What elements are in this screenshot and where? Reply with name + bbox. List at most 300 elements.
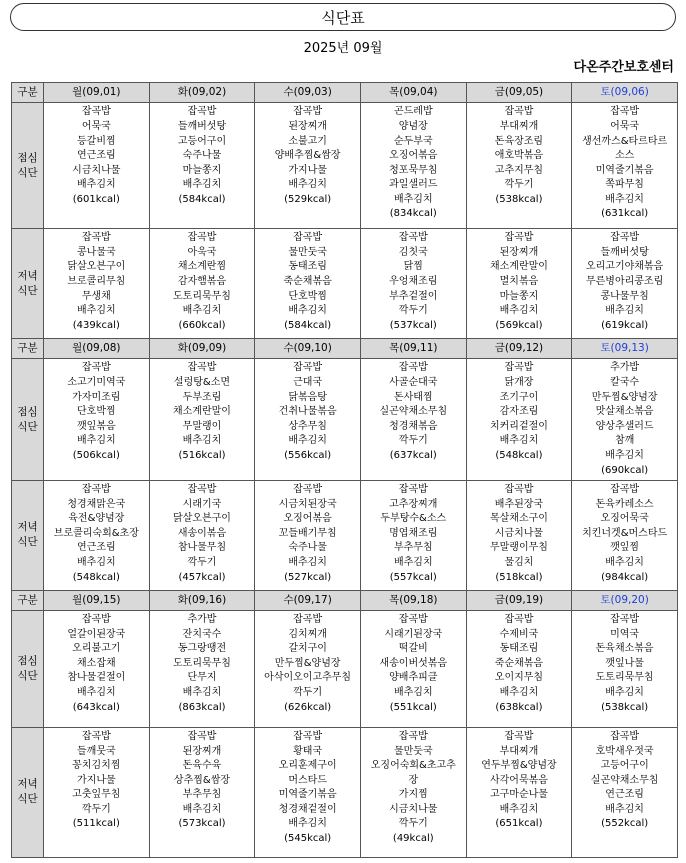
- lunch-label-line: 식단: [17, 669, 38, 682]
- dinner-menu-cell: [572, 229, 678, 339]
- menu-item: 잡곡밥: [81, 232, 111, 244]
- lunch-row: [12, 611, 678, 728]
- menu-item: 가지찜: [398, 789, 428, 801]
- menu-item: 오징어볶음: [389, 150, 438, 162]
- menu-item: 추가밥: [610, 362, 640, 374]
- menu-item: 잡곡밥: [398, 232, 428, 244]
- menu-item: 채소계란찜: [177, 261, 227, 273]
- menu-item: 잡곡밥: [187, 362, 217, 374]
- menu-item: 머스타드: [288, 774, 327, 786]
- menu-item: 미역줄기볶음: [278, 789, 337, 801]
- calorie-value: (557kcal): [389, 571, 437, 583]
- menu-item: 부추겉절이: [389, 290, 438, 302]
- menu-item: 잡곡밥: [187, 484, 217, 496]
- menu-item: 잡곡밥: [504, 232, 534, 244]
- menu-item: 연근조림: [77, 150, 116, 162]
- calorie-value: (619kcal): [601, 319, 649, 331]
- menu-item: 근대국: [293, 376, 323, 388]
- menu-item: 만두찜&양념장: [274, 657, 341, 669]
- menu-item: 생선까스&타르타르: [582, 135, 668, 147]
- menu-item: 배추김치: [605, 193, 644, 205]
- menu-item: 잡곡밥: [610, 614, 640, 626]
- menu-item: 양배추피클: [389, 672, 438, 684]
- calorie-value: (439kcal): [72, 319, 120, 331]
- menu-item: 잡곡밥: [81, 362, 111, 374]
- calorie-value: (573kcal): [178, 818, 226, 830]
- day-header: 월(09,01): [44, 83, 150, 103]
- menu-item: 잡곡밥: [504, 484, 534, 496]
- menu-item: 잡곡밥: [81, 484, 111, 496]
- menu-item: 맛살채소볶음: [595, 406, 654, 418]
- day-header: 화(09,16): [149, 590, 255, 610]
- division-label: 구분: [12, 590, 44, 610]
- menu-item: 가지나물: [77, 774, 116, 786]
- menu-item: 두부조림: [182, 391, 222, 403]
- menu-item: 참깨: [614, 435, 635, 447]
- menu-item: 배추김치: [182, 687, 222, 699]
- menu-item: 오리훈제구이: [278, 760, 337, 772]
- day-header: 목(09,04): [360, 83, 466, 103]
- menu-item: 고구마순나물: [489, 789, 548, 801]
- calorie-value: (637kcal): [389, 449, 437, 461]
- calorie-value: (631kcal): [601, 208, 649, 220]
- dinner-menu-cell: [466, 481, 572, 591]
- menu-item: 사각어묵볶음: [489, 774, 548, 786]
- menu-item: 무말랭이: [182, 420, 222, 432]
- calorie-value: (537kcal): [389, 319, 437, 331]
- day-header: 금(09,12): [466, 339, 572, 359]
- dinner-label-line: 식단: [17, 793, 38, 806]
- lunch-label: [12, 103, 44, 229]
- menu-item: 청포묵무침: [389, 164, 438, 176]
- menu-item: 잡곡밥: [398, 484, 428, 496]
- menu-item: 두부탕수&소스: [380, 513, 447, 525]
- dinner-label-line: 저녁: [17, 269, 38, 282]
- menu-item: 깍두기: [81, 803, 111, 815]
- menu-item: 된장찌개: [499, 246, 539, 258]
- calorie-value: (538kcal): [601, 701, 649, 713]
- lunch-menu-cell: [149, 103, 255, 229]
- menu-item: 들깨뭇국: [77, 745, 116, 757]
- menu-item: 배추김치: [605, 687, 644, 699]
- calorie-value: (584kcal): [178, 193, 226, 205]
- menu-item: 잡곡밥: [293, 362, 323, 374]
- calorie-value: (660kcal): [178, 319, 226, 331]
- lunch-label-line: 점심: [17, 151, 38, 164]
- menu-item: 오이지무침: [494, 672, 544, 684]
- menu-item: 배추김치: [182, 803, 222, 815]
- menu-item: 청경채볶음: [389, 420, 438, 432]
- menu-item: 잡곡밥: [398, 730, 428, 742]
- menu-item: 단무지: [187, 672, 217, 684]
- menu-item: 연두부찜&양념장: [481, 760, 557, 772]
- menu-item: 떡갈비: [398, 643, 428, 655]
- title-banner: [10, 3, 676, 31]
- calorie-value: (863kcal): [178, 701, 226, 713]
- day-header: 목(09,11): [360, 339, 466, 359]
- menu-item: 깍두기: [398, 435, 428, 447]
- menu-item: 수제비국: [499, 628, 539, 640]
- calorie-value: (551kcal): [389, 701, 437, 713]
- menu-item: 참나물겉절이: [67, 672, 126, 684]
- menu-item: 설렁탕&소면: [173, 376, 231, 388]
- division-label: 구분: [12, 83, 44, 103]
- dinner-menu-cell: [149, 727, 255, 857]
- menu-item: 고춧잎무침: [72, 789, 121, 801]
- calorie-value: (457kcal): [178, 571, 226, 583]
- menu-item: 마늘쫑지: [182, 164, 222, 176]
- calorie-value: (601kcal): [72, 193, 120, 205]
- menu-item: 깻잎나물: [605, 657, 644, 669]
- menu-item: 김칫국: [398, 246, 428, 258]
- menu-item: 고등어구이: [600, 760, 649, 772]
- calorie-value: (538kcal): [495, 193, 543, 205]
- menu-item: 물만둣국: [288, 246, 327, 258]
- dinner-menu-cell: [466, 727, 572, 857]
- menu-item: 잡곡밥: [504, 730, 534, 742]
- menu-item: 새송이버섯볶음: [379, 657, 448, 669]
- lunch-label-line: 식단: [17, 420, 38, 433]
- menu-item: 잡곡밥: [293, 232, 323, 244]
- calorie-value: (545kcal): [284, 833, 332, 845]
- menu-item: 배추김치: [77, 687, 116, 699]
- lunch-menu-cell: [255, 359, 361, 481]
- menu-item: 배추김치: [605, 449, 644, 461]
- menu-item: 고등어구이: [177, 135, 227, 147]
- menu-item: 콩나물국: [77, 246, 116, 258]
- dinner-menu-cell: [360, 229, 466, 339]
- menu-item: 배추김치: [288, 818, 327, 830]
- menu-item: 김치찌개: [288, 628, 327, 640]
- division-label: 구분: [12, 339, 44, 359]
- lunch-menu-cell: [149, 611, 255, 728]
- dinner-row: [12, 727, 678, 857]
- day-header: 토(09,06): [572, 83, 678, 103]
- menu-item: 배추김치: [499, 305, 539, 317]
- menu-item: 배추김치: [605, 305, 644, 317]
- menu-item: 된장찌개: [288, 120, 327, 132]
- menu-item: 잡곡밥: [504, 106, 534, 118]
- menu-item: 우엉채조림: [389, 276, 438, 288]
- menu-item: 잡곡밥: [81, 730, 111, 742]
- menu-item: 연근조림: [605, 789, 644, 801]
- menu-item: 배추김치: [605, 556, 644, 568]
- calorie-value: (529kcal): [284, 193, 332, 205]
- menu-item: 잡곡밥: [293, 730, 323, 742]
- menu-item: 감자조림: [499, 406, 539, 418]
- menu-item: 쪽파무침: [605, 179, 644, 191]
- menu-item: 꽁치김치찜: [72, 760, 121, 772]
- menu-item: 오징어숙회&초고추: [370, 760, 456, 772]
- menu-item: 잡곡밥: [293, 106, 323, 118]
- menu-item: 배추김치: [182, 305, 222, 317]
- calorie-value: (984kcal): [601, 571, 649, 583]
- menu-item: 오리불고기: [72, 643, 121, 655]
- calorie-value: (49kcal): [392, 833, 434, 845]
- menu-item: 배추김치: [605, 803, 644, 815]
- day-header: 토(09,20): [572, 590, 678, 610]
- menu-item: 양상추샐러드: [595, 420, 654, 432]
- calorie-value: (527kcal): [284, 571, 332, 583]
- calorie-value: (638kcal): [495, 701, 543, 713]
- menu-item: 물만둣국: [393, 745, 433, 757]
- lunch-menu-cell: [44, 103, 150, 229]
- menu-item: 오징어볶음: [283, 513, 332, 525]
- menu-item: 고추장찌개: [389, 498, 438, 510]
- menu-item: 된장찌개: [182, 745, 222, 757]
- menu-item: 배추김치: [77, 305, 116, 317]
- menu-item: 잡곡밥: [293, 614, 323, 626]
- menu-item: 물김치: [504, 556, 534, 568]
- menu-item: 숙주나물: [182, 150, 222, 162]
- menu-item: 청경채겉절이: [278, 803, 337, 815]
- menu-item: 깻잎찜: [610, 542, 640, 554]
- menu-item: 소스: [614, 150, 635, 162]
- lunch-menu-cell: [466, 611, 572, 728]
- lunch-menu-cell: [572, 611, 678, 728]
- menu-item: 단호박찜: [77, 406, 116, 418]
- day-header: 토(09,13): [572, 339, 678, 359]
- menu-item: 배추김치: [288, 435, 327, 447]
- menu-item: 양배추찜&쌈장: [274, 150, 341, 162]
- menu-table: [11, 82, 678, 858]
- menu-item: 소고기미역국: [67, 376, 126, 388]
- dinner-menu-cell: [255, 727, 361, 857]
- dinner-menu-cell: [360, 481, 466, 591]
- menu-item: 목살채소구이: [489, 513, 548, 525]
- menu-item: 부추무침: [182, 789, 222, 801]
- lunch-label: [12, 611, 44, 728]
- menu-item: 잡곡밥: [610, 106, 640, 118]
- menu-item: 미역국: [610, 628, 640, 640]
- calorie-value: (690kcal): [601, 464, 649, 476]
- menu-item: 채소계란말이: [489, 261, 548, 273]
- menu-item: 들깨버섯탕: [600, 246, 649, 258]
- menu-item: 동태조림: [288, 261, 327, 273]
- menu-item: 배추김치: [288, 179, 327, 191]
- menu-item: 돈육수육: [182, 760, 222, 772]
- calorie-value: (548kcal): [72, 571, 120, 583]
- menu-item: 닭볶음탕: [288, 391, 327, 403]
- lunch-row: [12, 103, 678, 229]
- menu-item: 새송이볶음: [177, 527, 227, 539]
- menu-item: 잡곡밥: [610, 232, 640, 244]
- menu-item: 부추무침: [393, 542, 433, 554]
- menu-item: 애호박볶음: [494, 150, 544, 162]
- menu-item: 깍두기: [398, 305, 428, 317]
- day-header: 수(09,03): [255, 83, 361, 103]
- lunch-menu-cell: [466, 103, 572, 229]
- menu-item: 과일샐러드: [389, 179, 438, 191]
- lunch-menu-cell: [572, 103, 678, 229]
- menu-item: 무말랭이무침: [489, 542, 548, 554]
- menu-item: 잡곡밥: [293, 484, 323, 496]
- menu-item: 육전&양념장: [68, 513, 125, 525]
- page-title: 식단표: [321, 8, 365, 27]
- calorie-value: (511kcal): [72, 818, 120, 830]
- menu-item: 배추김치: [499, 803, 539, 815]
- day-header: 금(09,19): [466, 590, 572, 610]
- menu-item: 도토리묵무침: [595, 672, 654, 684]
- menu-item: 배추김치: [288, 556, 327, 568]
- menu-item: 깻잎볶음: [77, 420, 116, 432]
- menu-item: 시금치나물: [494, 527, 544, 539]
- day-header: 월(09,08): [44, 339, 150, 359]
- menu-item: 부대찌개: [499, 745, 539, 757]
- menu-item: 소불고기: [288, 135, 327, 147]
- menu-item: 조기구이: [499, 391, 539, 403]
- lunch-menu-cell: [44, 359, 150, 481]
- dinner-menu-cell: [255, 229, 361, 339]
- calorie-value: (506kcal): [72, 449, 120, 461]
- menu-item: 숙주나물: [288, 542, 327, 554]
- menu-item: 실곤약채소무침: [590, 774, 659, 786]
- menu-item: 순두부국: [393, 135, 433, 147]
- day-header: 수(09,17): [255, 590, 361, 610]
- dinner-row: [12, 229, 678, 339]
- menu-item: 어묵국: [610, 120, 640, 132]
- menu-item: 시금치나물: [72, 164, 121, 176]
- menu-item: 부대찌개: [499, 120, 539, 132]
- menu-item: 배추김치: [499, 687, 539, 699]
- menu-item: 잡곡밥: [187, 232, 217, 244]
- menu-item: 아욱국: [187, 246, 217, 258]
- menu-item: 시금치나물: [389, 803, 438, 815]
- menu-item: 죽순채볶음: [494, 657, 544, 669]
- week-header-row: [12, 339, 678, 359]
- menu-item: 배추김치: [77, 435, 116, 447]
- menu-item: 시래기국: [182, 498, 222, 510]
- menu-item: 오징어묵국: [600, 513, 649, 525]
- menu-item: 닭살오븐구이: [173, 513, 231, 525]
- menu-item: 동태조림: [499, 643, 539, 655]
- menu-item: 멸치볶음: [499, 276, 539, 288]
- dinner-label-line: 저녁: [17, 521, 38, 534]
- calorie-value: (651kcal): [495, 818, 543, 830]
- menu-item: 시래기된장국: [384, 628, 443, 640]
- calorie-value: (548kcal): [495, 449, 543, 461]
- day-header: 목(09,18): [360, 590, 466, 610]
- menu-item: 아삭이오이고추무침: [264, 672, 352, 684]
- menu-item: 돈육채소볶음: [595, 643, 654, 655]
- menu-item: 닭개장: [504, 376, 534, 388]
- menu-item: 닭살오븐구이: [67, 261, 126, 273]
- menu-item: 콩나물무침: [600, 290, 649, 302]
- lunch-menu-cell: [44, 611, 150, 728]
- menu-item: 배추김치: [393, 556, 433, 568]
- menu-item: 도토리묵무침: [173, 657, 231, 669]
- dinner-menu-cell: [149, 481, 255, 591]
- menu-item: 잡곡밥: [504, 614, 534, 626]
- menu-item: 가자미조림: [72, 391, 121, 403]
- dinner-menu-cell: [466, 229, 572, 339]
- calorie-value: (518kcal): [495, 571, 543, 583]
- menu-item: 동그랑땡전: [177, 643, 227, 655]
- menu-item: 돈사태찜: [393, 391, 433, 403]
- center-name: 다온주간보호센터: [573, 60, 674, 75]
- menu-item: 칼국수: [610, 376, 640, 388]
- menu-item: 브로콜리무침: [67, 276, 126, 288]
- lunch-label-line: 식단: [17, 166, 38, 179]
- lunch-menu-cell: [149, 359, 255, 481]
- menu-item: 고추지무침: [494, 164, 544, 176]
- menu-item: 갈치구이: [288, 643, 327, 655]
- menu-item: 깍두기: [398, 818, 428, 830]
- dinner-row: [12, 481, 678, 591]
- menu-item: 브로콜리숙회&초장: [53, 527, 139, 539]
- menu-item: 무생채: [81, 290, 111, 302]
- day-header: 금(09,05): [466, 83, 572, 103]
- menu-item: 배추김치: [182, 435, 222, 447]
- menu-item: 치킨너겟&머스타드: [582, 527, 668, 539]
- menu-item: 깍두기: [504, 179, 534, 191]
- dinner-menu-cell: [572, 727, 678, 857]
- menu-item: 명엽채조림: [389, 527, 438, 539]
- menu-item: 사골순대국: [389, 376, 438, 388]
- menu-item: 배추김치: [288, 305, 327, 317]
- dinner-menu-cell: [360, 727, 466, 857]
- lunch-menu-cell: [360, 359, 466, 481]
- menu-item: 곤드레밥: [393, 106, 433, 118]
- dinner-label-line: 식단: [17, 284, 38, 297]
- dinner-label-line: 저녁: [17, 778, 38, 791]
- lunch-label-line: 점심: [17, 405, 38, 418]
- lunch-menu-cell: [255, 103, 361, 229]
- menu-item: 실곤약채소무침: [379, 406, 448, 418]
- menu-item: 채소잡채: [77, 657, 116, 669]
- calorie-value: (569kcal): [495, 319, 543, 331]
- menu-item: 꼬들배기무침: [278, 527, 337, 539]
- calorie-value: (516kcal): [178, 449, 226, 461]
- dinner-menu-cell: [44, 481, 150, 591]
- menu-item: 등갈비찜: [77, 135, 116, 147]
- menu-item: 가지나물: [288, 164, 327, 176]
- day-header: 화(09,09): [149, 339, 255, 359]
- dinner-label: [12, 229, 44, 339]
- lunch-menu-cell: [360, 103, 466, 229]
- menu-item: 추가밥: [187, 614, 217, 626]
- dinner-label-line: 식단: [17, 536, 38, 549]
- menu-item: 잡곡밥: [398, 614, 428, 626]
- dinner-menu-cell: [572, 481, 678, 591]
- menu-item: 잡곡밥: [81, 106, 111, 118]
- menu-item: 잡곡밥: [504, 362, 534, 374]
- menu-item: 미역줄기볶음: [595, 164, 654, 176]
- menu-item: 잡곡밥: [81, 614, 111, 626]
- menu-item: 배추김치: [499, 435, 539, 447]
- menu-item: 오리고기야채볶음: [585, 261, 664, 273]
- day-header: 수(09,10): [255, 339, 361, 359]
- dinner-menu-cell: [44, 727, 150, 857]
- calorie-value: (626kcal): [284, 701, 332, 713]
- menu-item: 얼갈이된장국: [67, 628, 126, 640]
- menu-item: 황태국: [293, 745, 323, 757]
- day-header: 화(09,02): [149, 83, 255, 103]
- lunch-menu-cell: [466, 359, 572, 481]
- menu-item: 참나물무침: [177, 542, 227, 554]
- menu-item: 돈육카레소스: [595, 498, 654, 510]
- lunch-menu-cell: [572, 359, 678, 481]
- menu-item: 닭찜: [403, 261, 423, 273]
- menu-item: 배추된장국: [494, 498, 544, 510]
- day-header: 월(09,15): [44, 590, 150, 610]
- menu-item: 어묵국: [81, 120, 111, 132]
- menu-item: 죽순채볶음: [283, 276, 332, 288]
- week-header-row: [12, 83, 678, 103]
- menu-item: 상추무침: [288, 420, 327, 432]
- menu-item: 배추김치: [393, 193, 433, 205]
- lunch-label: [12, 359, 44, 481]
